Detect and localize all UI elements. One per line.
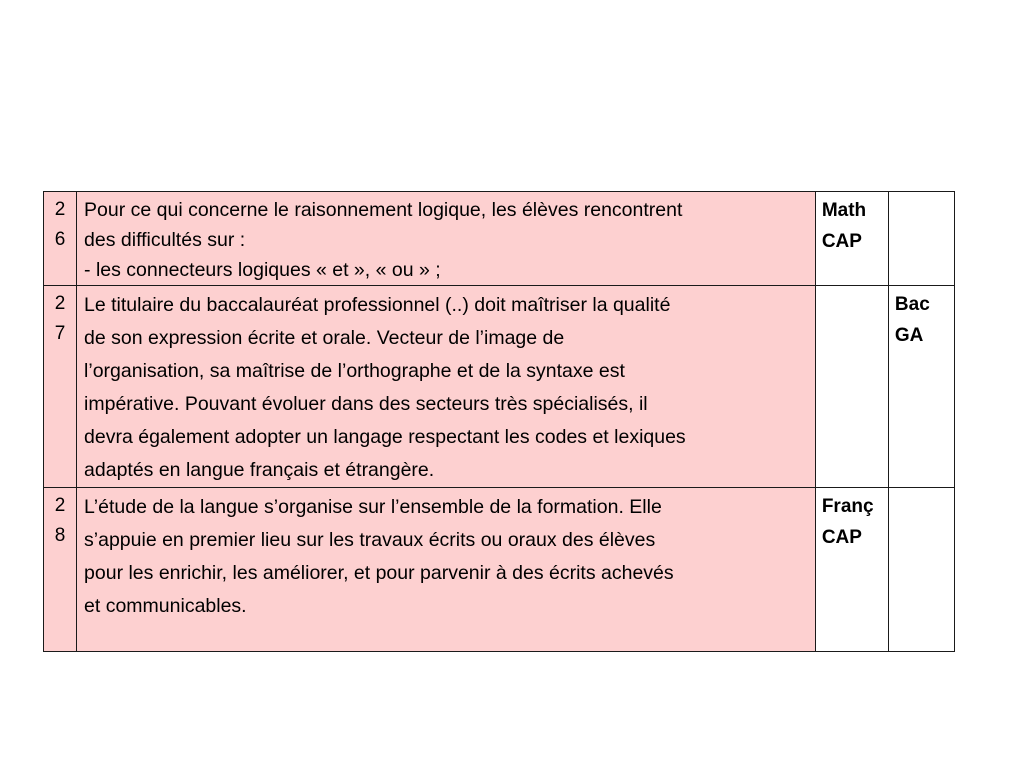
excerpt-line: devra également adopter un langage respectant les codes et lexiques bbox=[84, 426, 686, 448]
row-number-cell bbox=[44, 488, 77, 652]
excerpt-line: - les connecteurs logiques « et », « ou » ; bbox=[84, 259, 441, 281]
excerpt-line: et communicables. bbox=[84, 595, 247, 617]
subject-tag-line: Bac bbox=[894, 294, 930, 315]
subject-tag-cell-b bbox=[888, 488, 954, 652]
curriculum-table bbox=[43, 191, 955, 652]
subject-tag-cell-b bbox=[888, 192, 954, 286]
row-number-digit: 8 bbox=[54, 525, 66, 546]
row-number-digit: 2 bbox=[54, 293, 66, 314]
excerpt-line: Le titulaire du baccalauréat professionnel (..) doit maîtriser la qualité bbox=[84, 294, 671, 316]
excerpt-text-cell bbox=[77, 286, 816, 488]
excerpt-line: adaptés en langue français et étrangère. bbox=[84, 459, 435, 481]
excerpt-line: des difficultés sur : bbox=[84, 229, 246, 251]
excerpt-line: pour les enrichir, les améliorer, et pour parvenir à des écrits achevés bbox=[84, 562, 674, 584]
excerpt-line: l’organisation, sa maîtrise de l’orthographe et de la syntaxe est bbox=[84, 360, 625, 382]
subject-tag-cell-a bbox=[815, 488, 888, 652]
subject-tag-line: CAP bbox=[821, 527, 862, 548]
excerpt-line: impérative. Pouvant évoluer dans des secteurs très spécialisés, il bbox=[84, 393, 648, 415]
excerpt-line: s’appuie en premier lieu sur les travaux écrits ou oraux des élèves bbox=[84, 529, 656, 551]
row-number-cell bbox=[44, 192, 77, 286]
table-row-27 bbox=[44, 286, 955, 488]
excerpt-text-cell bbox=[77, 488, 816, 652]
table-row-28 bbox=[44, 488, 955, 652]
excerpt-line: de son expression écrite et orale. Vecteur de l’image de bbox=[84, 327, 565, 349]
subject-tag-cell-a bbox=[815, 286, 888, 488]
subject-tag-cell-b bbox=[888, 286, 954, 488]
excerpt-line: L’étude de la langue s’organise sur l’ensemble de la formation. Elle bbox=[84, 496, 662, 518]
excerpt-text-cell bbox=[77, 192, 816, 286]
subject-tag-line: CAP bbox=[821, 231, 862, 252]
row-number-digit: 2 bbox=[54, 495, 66, 516]
row-number-digit: 6 bbox=[54, 229, 66, 250]
subject-tag-cell-a bbox=[815, 192, 888, 286]
subject-tag-line: GA bbox=[894, 325, 924, 346]
subject-tag-line: Franç bbox=[821, 496, 874, 517]
subject-tag-line: Math bbox=[821, 200, 867, 221]
row-number-cell bbox=[44, 286, 77, 488]
excerpt-line: Pour ce qui concerne le raisonnement logique, les élèves rencontrent bbox=[84, 199, 683, 221]
table-row-26 bbox=[44, 192, 955, 286]
row-number-digit: 2 bbox=[54, 199, 66, 220]
row-number-digit: 7 bbox=[54, 323, 66, 344]
